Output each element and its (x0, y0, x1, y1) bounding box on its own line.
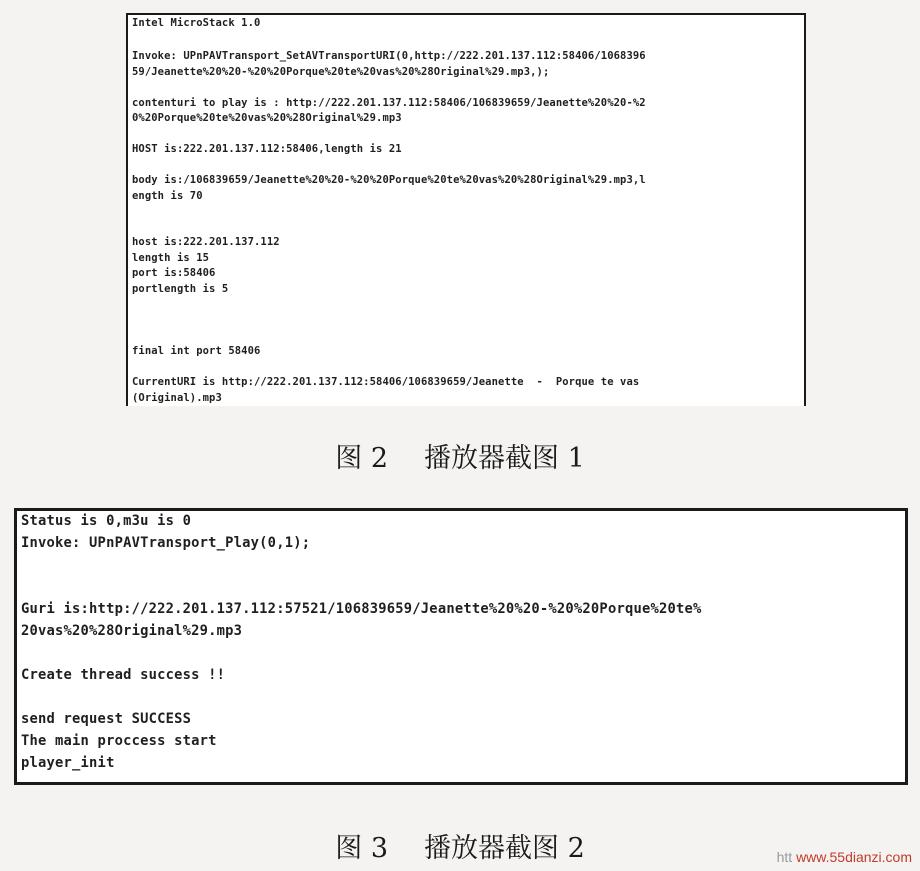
console-line: body is:/106839659/Jeanette%20%20-%20%20Porque%20te%20vas%20%28Original%29.mp3,l (132, 174, 646, 186)
console-line: port is:58406 (132, 267, 216, 279)
console-line: CurrentURI is http://222.201.137.112:58406/106839659/Jeanette - Porque te vas (132, 376, 640, 388)
console-line: Invoke: UPnPAVTransport_SetAVTransportURI(0,http://222.201.137.112:58406/1068396 (132, 50, 646, 62)
figure3-console-screenshot (14, 508, 908, 785)
figure2-caption-number: 图 2 (335, 443, 388, 474)
console-line: (Original).mp3 (132, 392, 222, 404)
console-line: Invoke: UPnPAVTransport_Play(0,1); (21, 535, 311, 551)
watermark-prefix: htt (776, 849, 793, 865)
console-line: The main proccess start (21, 733, 217, 749)
console-line: HOST is:222.201.137.112:58406,length is 21 (132, 143, 402, 155)
figure3-caption-text: 播放器截图 2 (424, 833, 585, 864)
figure3-caption-number: 图 3 (335, 833, 388, 864)
figure2-caption-text: 播放器截图 1 (424, 443, 585, 474)
console-line: Guri is:http://222.201.137.112:57521/106839659/Jeanette%20%20-%20%20Porque%20te% (21, 601, 702, 617)
console-line: 20vas%20%28Original%29.mp3 (21, 623, 243, 639)
console-line: send request SUCCESS (21, 711, 192, 727)
watermark-site: www.55dianzi.com (796, 849, 912, 865)
figure2-caption (0, 436, 920, 475)
console-line: ength is 70 (132, 190, 203, 202)
console-line: portlength is 5 (132, 283, 229, 295)
console-line: player_init (21, 755, 115, 771)
console-line: 0%20Porque%20te%20vas%20%28Original%29.mp3 (132, 112, 402, 124)
figure2-console-screenshot (126, 13, 806, 406)
console-line: Status is 0,m3u is 0 (21, 513, 192, 529)
console-line: length is 15 (132, 252, 210, 264)
console-line: final int port 58406 (132, 345, 261, 357)
console-line: 59/Jeanette%20%20-%20%20Porque%20te%20vas%20%28Original%29.mp3,); (132, 66, 550, 78)
console-line: contenturi to play is : http://222.201.137.112:58406/106839659/Jeanette%20%20-%2 (132, 97, 646, 109)
site-watermark (777, 849, 912, 865)
console-line: host is:222.201.137.112 (132, 236, 280, 248)
console-line: Intel MicroStack 1.0 (132, 17, 261, 29)
console-line: Create thread success !! (21, 667, 226, 683)
